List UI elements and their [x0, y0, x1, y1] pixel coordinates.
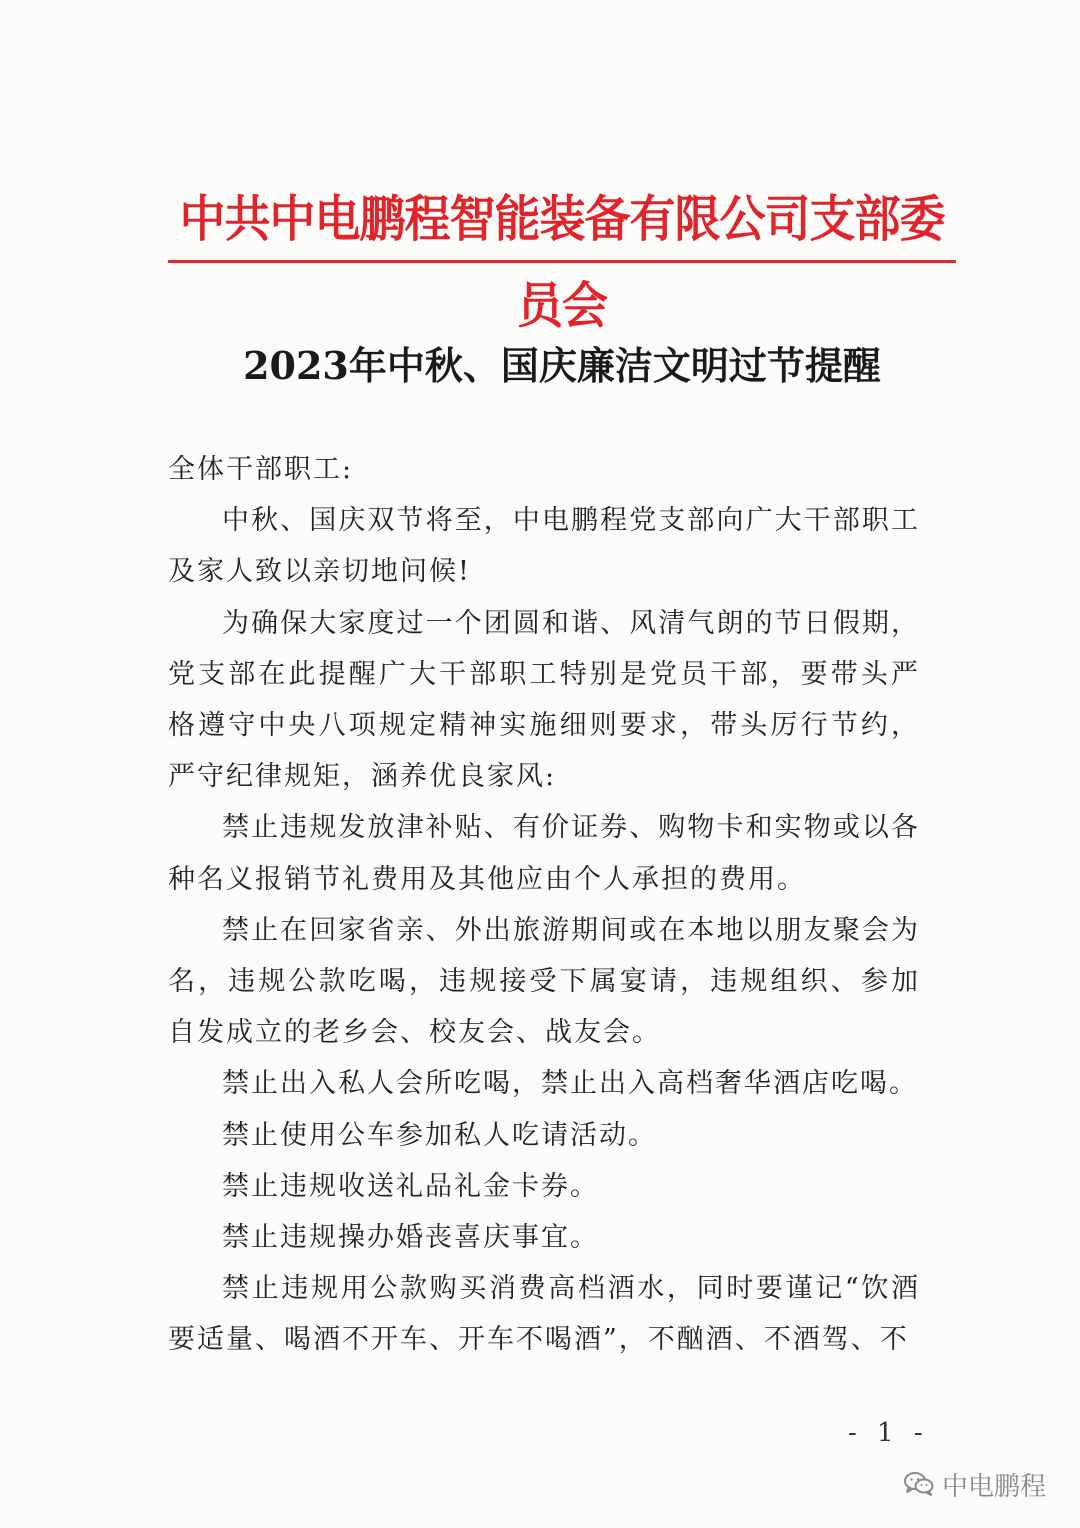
paragraph: 禁止违规收送礼品礼金卡券。 [222, 1170, 599, 1202]
paragraph: 禁止违规用公款购买消费高档酒水，同时要谨记“饮酒要适量、喝酒不开车、开车不喝酒”，不酗酒、不酒驾、不 [168, 1273, 920, 1356]
paragraph: 禁止使用公车参加私人吃请活动。 [222, 1119, 657, 1151]
org-header: 中共中电鹏程智能装备有限公司支部委员会 [179, 189, 945, 335]
paragraph: 禁止在回家省亲、外出旅游期间或在本地以朋友聚会为名，违规公款吃喝，违规接受下属宴请，违规组织、参加自发成立的老乡会、校友会、战友会。 [168, 914, 920, 1049]
salutation: 全体干部职工: [168, 454, 354, 485]
paragraph: 禁止违规操办婚丧喜庆事宜。 [222, 1222, 599, 1254]
paragraph: 禁止出入私人会所吃喝，禁止出入高档奢华酒店吃喝。 [222, 1068, 918, 1100]
header-divider [168, 260, 956, 263]
paragraph: 为确保大家度过一个团圆和谐、风清气朗的节日假期，党支部在此提醒广大干部职工特别是党员干部，要带头严格遵守中央八项规定精神实施细则要求，带头厉行节约，严守纪律规矩，涵养优良家风: [168, 607, 920, 793]
document-title: 2023年中秋、国庆廉洁文明过节提醒 [243, 343, 881, 388]
document-body [168, 444, 920, 1366]
paragraph: 中秋、国庆双节将至，中电鹏程党支部向广大干部职工及家人致以亲切地问候! [168, 505, 920, 588]
page-number: - 1 - [848, 1418, 929, 1448]
paragraph: 禁止违规发放津补贴、有价证券、购物卡和实物或以各种名义报销节礼费用及其他应由个人承担的费用。 [168, 812, 920, 895]
wechat-icon [904, 1471, 934, 1497]
wechat-watermark [904, 1464, 1046, 1504]
watermark-label: 中电鹏程 [942, 1471, 1047, 1502]
